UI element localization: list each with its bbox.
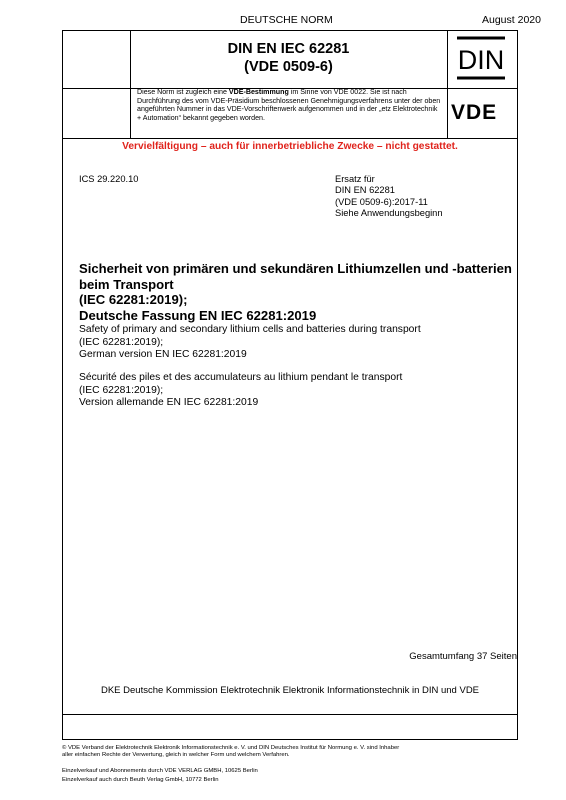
vde-classification: (VDE 0509-6) bbox=[244, 59, 333, 75]
title-french-line: (IEC 62281:2019); bbox=[79, 384, 164, 396]
divider bbox=[447, 31, 448, 138]
title-english bbox=[79, 324, 515, 362]
title-english-line: German version EN IEC 62281:2019 bbox=[79, 349, 247, 360]
replaced-vde: (VDE 0509-6):2017-11 bbox=[335, 196, 428, 207]
copyright-line: © VDE Verband der Elektrotechnik Elektronik Informationstechnik e. V. und DIN Deutsches Institut für Normung e. V. sind Inhaber bbox=[62, 745, 400, 751]
copyright-notice bbox=[62, 745, 399, 760]
divider bbox=[63, 138, 517, 139]
title-german bbox=[79, 261, 515, 323]
title-german-line: beim Transport bbox=[79, 276, 174, 292]
committee-name: DKE Deutsche Kommission Elektrotechnik Elektronik Informationstechnik in DIN und VDE bbox=[100, 685, 480, 696]
title-english-line: Safety of primary and secondary lithium cells and batteries during transport bbox=[79, 324, 421, 335]
divider bbox=[63, 714, 517, 715]
title-german-line: Sicherheit von primären und sekundären Lithiumzellen und -batterien bbox=[79, 261, 512, 276]
vde-note-text: im Sinne von VDE 0022. Sie ist nach Durchführung des vom VDE-Präsidium beschlossenen Genehmigungsverfahrens unter der oben angeführten Nummer in das VDE-Vorschriftenwerk aufgenommen und in der „etz Elektrotechnik + Automation“ bekannt gegeben worden. bbox=[137, 88, 441, 122]
sales-line: Einzelverkauf auch durch Beuth Verlag GmbH, 10772 Berlin bbox=[62, 776, 219, 783]
sales-line: Einzelverkauf und Abonnements durch VDE VERLAG GMBH, 10625 Berlin bbox=[62, 768, 258, 774]
din-logo bbox=[456, 36, 506, 80]
replaced-standard: DIN EN 62281 bbox=[335, 185, 395, 196]
din-logo-text: DIN bbox=[457, 45, 505, 75]
document-type-label: DEUTSCHE NORM bbox=[240, 14, 333, 26]
vde-note bbox=[137, 88, 442, 122]
title-french-line: Version allemande EN IEC 62281:2019 bbox=[79, 397, 259, 408]
title-french-line: Sécurité des piles et des accumulateurs au lithium pendant le transport bbox=[79, 372, 403, 383]
replacement-block bbox=[335, 174, 443, 219]
title-german-line: Deutsche Fassung EN IEC 62281:2019 bbox=[79, 307, 317, 323]
application-note: Siehe Anwendungsbeginn bbox=[335, 207, 443, 218]
vde-note-text: Diese Norm ist zugleich eine bbox=[137, 88, 229, 96]
ics-code: ICS 29.220.10 bbox=[79, 174, 139, 184]
copyright-line: aller einfachen Rechte der Verwertung, gleich in welcher Form und welchem Verfahren. bbox=[62, 752, 290, 759]
sales-info bbox=[62, 767, 258, 784]
title-french bbox=[79, 372, 515, 410]
cover-frame bbox=[62, 30, 518, 740]
title-english-line: (IEC 62281:2019); bbox=[79, 336, 164, 348]
title-german-line: (IEC 62281:2019); bbox=[79, 292, 188, 308]
page-count: Gesamtumfang 37 Seiten bbox=[409, 651, 517, 662]
reproduction-warning: Vervielfältigung – auch für innerbetriebliche Zwecke – nicht gestattet. bbox=[122, 141, 458, 152]
publication-date: August 2020 bbox=[482, 14, 541, 26]
standard-number: DIN EN IEC 62281 bbox=[227, 41, 350, 57]
vde-note-bold: VDE-Bestimmung bbox=[228, 88, 289, 96]
replacement-label: Ersatz für bbox=[335, 174, 375, 184]
vde-logo: VDE bbox=[451, 101, 498, 124]
